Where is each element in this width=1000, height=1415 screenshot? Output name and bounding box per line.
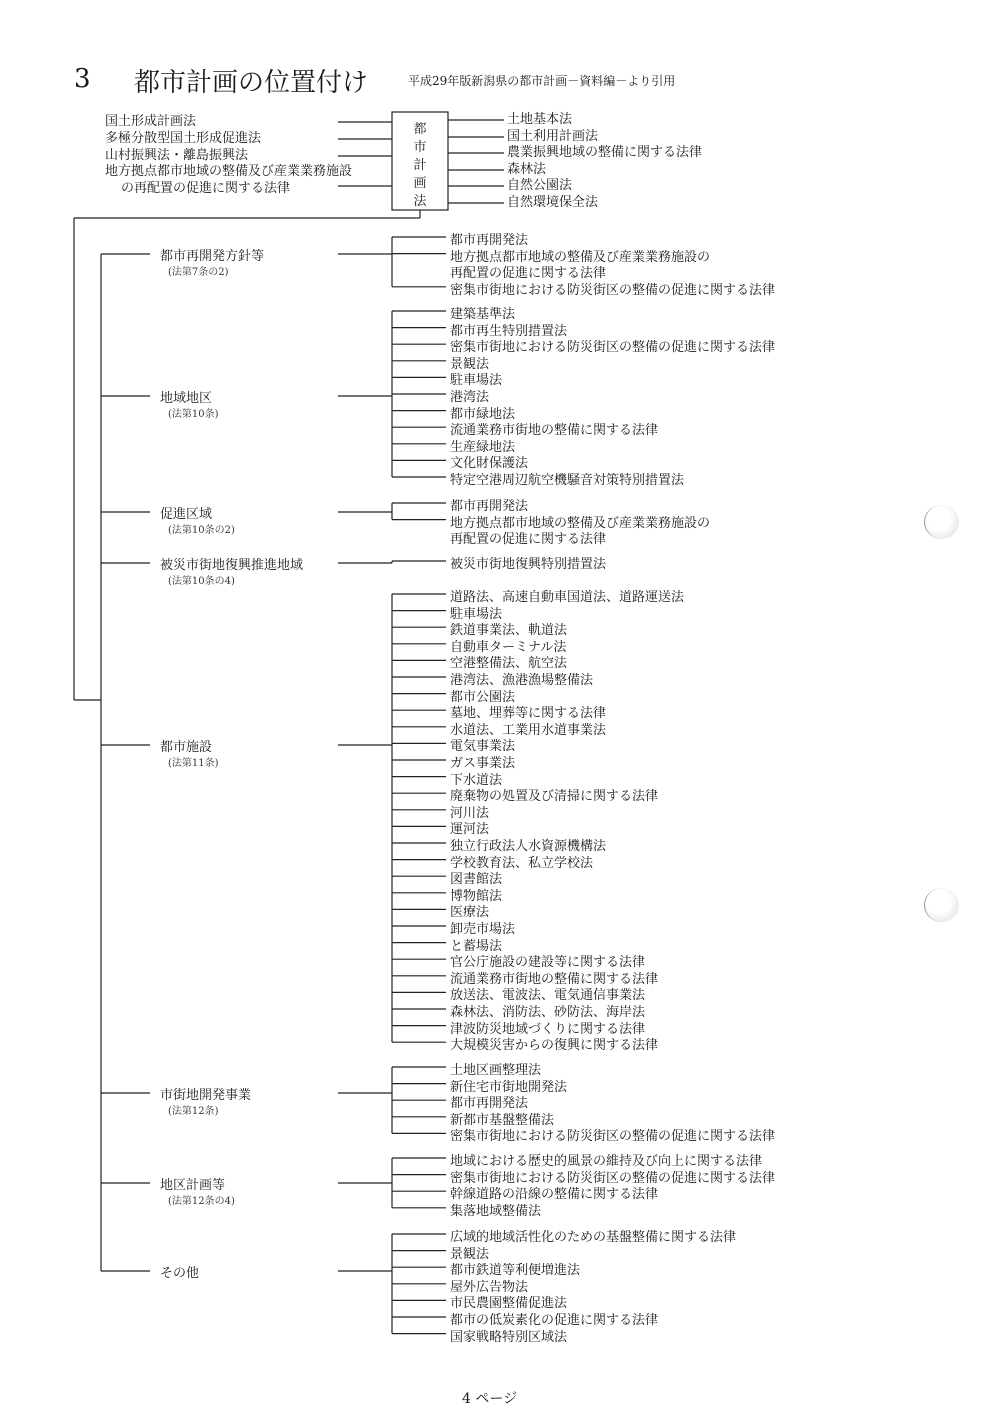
law-item: 図書館法 — [450, 872, 503, 888]
category-name: 地域地区 — [160, 391, 213, 406]
category-name: その他 — [160, 1266, 200, 1281]
category-name: 都市施設 — [160, 740, 213, 755]
law-item: 集落地域整備法 — [450, 1203, 542, 1219]
category-name: 促進区域 — [160, 507, 213, 522]
law-item: 放送法、電波法、電気通信事業法 — [450, 988, 646, 1004]
category-article: (法第12条の4) — [168, 1196, 235, 1207]
law-item: 新都市基盤整備法 — [450, 1112, 555, 1128]
category-article: (法第12条) — [168, 1106, 219, 1117]
punch-hole-bottom — [924, 888, 959, 922]
category-article: (法第10条の2) — [168, 525, 235, 536]
top-right-law: 土地基本法 — [507, 112, 573, 127]
law-item: 地方拠点都市地域の整備及び産業業務施設の — [450, 249, 711, 265]
law-item: 地域における歴史的風景の維持及び向上に関する法律 — [450, 1154, 763, 1169]
law-item: 都市公園法 — [450, 689, 516, 705]
law-item: 空港整備法、航空法 — [450, 656, 568, 672]
law-item: 都市再生特別措置法 — [450, 323, 568, 339]
law-item: 景観法 — [450, 356, 490, 372]
top-right-law: 農業振興地域の整備に関する法律 — [507, 145, 703, 160]
law-item: 生産緑地法 — [450, 439, 516, 455]
law-item: 自動車ターミナル法 — [450, 639, 567, 655]
law-item: 港湾法 — [450, 390, 490, 405]
category-name: 都市再開発方針等 — [160, 249, 265, 264]
law-item: 文化財保護法 — [450, 456, 529, 472]
city-planning-law-char: 計 — [413, 158, 427, 173]
top-right-law: 森林法 — [507, 162, 547, 177]
category-article: (法第11条) — [168, 758, 219, 769]
page-number: 4 ページ — [462, 1391, 518, 1407]
top-left-law: 多極分散型国土形成促進法 — [105, 131, 262, 146]
law-item: 密集市街地における防災街区の整備の促進に関する法律 — [450, 282, 776, 298]
law-item: 被災市街地復興特別措置法 — [450, 557, 607, 572]
top-left-law: の再配置の促進に関する法律 — [121, 181, 291, 196]
city-planning-law-char: 市 — [413, 140, 427, 155]
law-item: 密集市街地における防災街区の整備の促進に関する法律 — [450, 1129, 776, 1145]
city-planning-law-char: 都 — [413, 122, 427, 137]
law-item: 都市再開発法 — [450, 499, 529, 514]
law-item: 駐車場法 — [450, 606, 503, 622]
law-item: 景観法 — [450, 1246, 490, 1262]
law-item: 森林法、消防法、砂防法、海岸法 — [450, 1005, 646, 1020]
law-item: 河川法 — [450, 805, 490, 821]
law-item: 屋外広告物法 — [450, 1279, 529, 1295]
punch-hole-top — [924, 505, 959, 539]
law-item: 港湾法、漁港漁場整備法 — [450, 673, 594, 688]
category-name: 被災市街地復興推進地域 — [160, 558, 304, 573]
category-article: (法第7条の2) — [168, 267, 229, 278]
law-item: 国家戦略特別区域法 — [450, 1329, 568, 1345]
source-citation: 平成29年版新潟県の都市計画－資料編－より引用 — [408, 74, 676, 88]
law-item: 再配置の促進に関する法律 — [450, 266, 607, 282]
law-item: 電気事業法 — [450, 739, 516, 755]
law-item: 建築基準法 — [450, 307, 516, 322]
top-left-law: 地方拠点都市地域の整備及び産業業務施設 — [105, 164, 353, 179]
law-item: 道路法、高速自動車国道法、道路運送法 — [450, 590, 685, 605]
law-item: 墓地、埋葬等に関する法律 — [450, 706, 607, 722]
category-article: (法第10条) — [168, 409, 219, 420]
law-item: 卸売市場法 — [450, 922, 516, 937]
page-title: 都市計画の位置付け — [134, 68, 369, 98]
law-item: 大規模災害からの復興に関する法律 — [450, 1038, 659, 1054]
law-item: 官公庁施設の建設等に関する法律 — [450, 955, 646, 971]
law-item: 独立行政法人水資源機構法 — [450, 839, 607, 854]
law-item: 水道法、工業用水道事業法 — [450, 722, 607, 738]
law-item: 都市緑地法 — [450, 406, 516, 422]
law-item: 津波防災地域づくりに関する法律 — [450, 1021, 646, 1037]
law-item: ガス事業法 — [450, 756, 516, 771]
law-item: 都市再開発法 — [450, 1096, 529, 1112]
law-item: 駐車場法 — [450, 373, 503, 389]
law-item: と蓄場法 — [450, 938, 503, 954]
city-planning-law-char: 画 — [413, 176, 427, 191]
law-item: 鉄道事業法、軌道法 — [450, 623, 568, 639]
law-item: 地方拠点都市地域の整備及び産業業務施設の — [450, 515, 711, 531]
top-right-law: 自然公園法 — [507, 178, 573, 193]
law-item: 土地区画整理法 — [450, 1063, 542, 1078]
top-left-law: 国土形成計画法 — [105, 114, 197, 129]
law-item: 学校教育法、私立学校法 — [450, 855, 594, 871]
law-item: 運河法 — [450, 822, 490, 838]
law-item: 都市鉄道等利便増進法 — [450, 1263, 581, 1279]
law-item: 下水道法 — [450, 772, 503, 788]
top-left-law: 山村振興法・離島振興法 — [105, 148, 249, 163]
section-number: 3 — [74, 64, 91, 94]
law-item: 都市の低炭素化の促進に関する法律 — [450, 1313, 659, 1328]
law-item: 密集市街地における防災街区の整備の促進に関する法律 — [450, 340, 776, 356]
category-article: (法第10条の4) — [168, 576, 235, 587]
top-right-law: 国土利用計画法 — [507, 129, 599, 144]
law-item: 広域的地域活性化のための基盤整備に関する法律 — [450, 1230, 737, 1245]
law-item: 博物館法 — [450, 888, 503, 904]
law-item: 特定空港周辺航空機騒音対策特別措置法 — [450, 473, 685, 488]
law-item: 市民農園整備促進法 — [450, 1296, 568, 1312]
category-name: 市街地開発事業 — [160, 1088, 252, 1103]
law-item: 流通業務市街地の整備に関する法律 — [450, 971, 659, 987]
law-item: 廃棄物の処置及び清掃に関する法律 — [450, 789, 659, 805]
category-name: 地区計画等 — [160, 1178, 226, 1193]
law-item: 幹線道路の沿線の整備に関する法律 — [450, 1187, 659, 1203]
law-item: 医療法 — [450, 905, 490, 921]
law-item: 新住宅市街地開発法 — [450, 1079, 568, 1095]
law-item: 再配置の促進に関する法律 — [450, 532, 607, 548]
law-item: 密集市街地における防災街区の整備の促進に関する法律 — [450, 1170, 776, 1186]
city-planning-law-char: 法 — [413, 194, 427, 209]
law-item: 流通業務市街地の整備に関する法律 — [450, 423, 659, 439]
law-item: 都市再開発法 — [450, 233, 529, 248]
top-right-law: 自然環境保全法 — [507, 195, 599, 210]
